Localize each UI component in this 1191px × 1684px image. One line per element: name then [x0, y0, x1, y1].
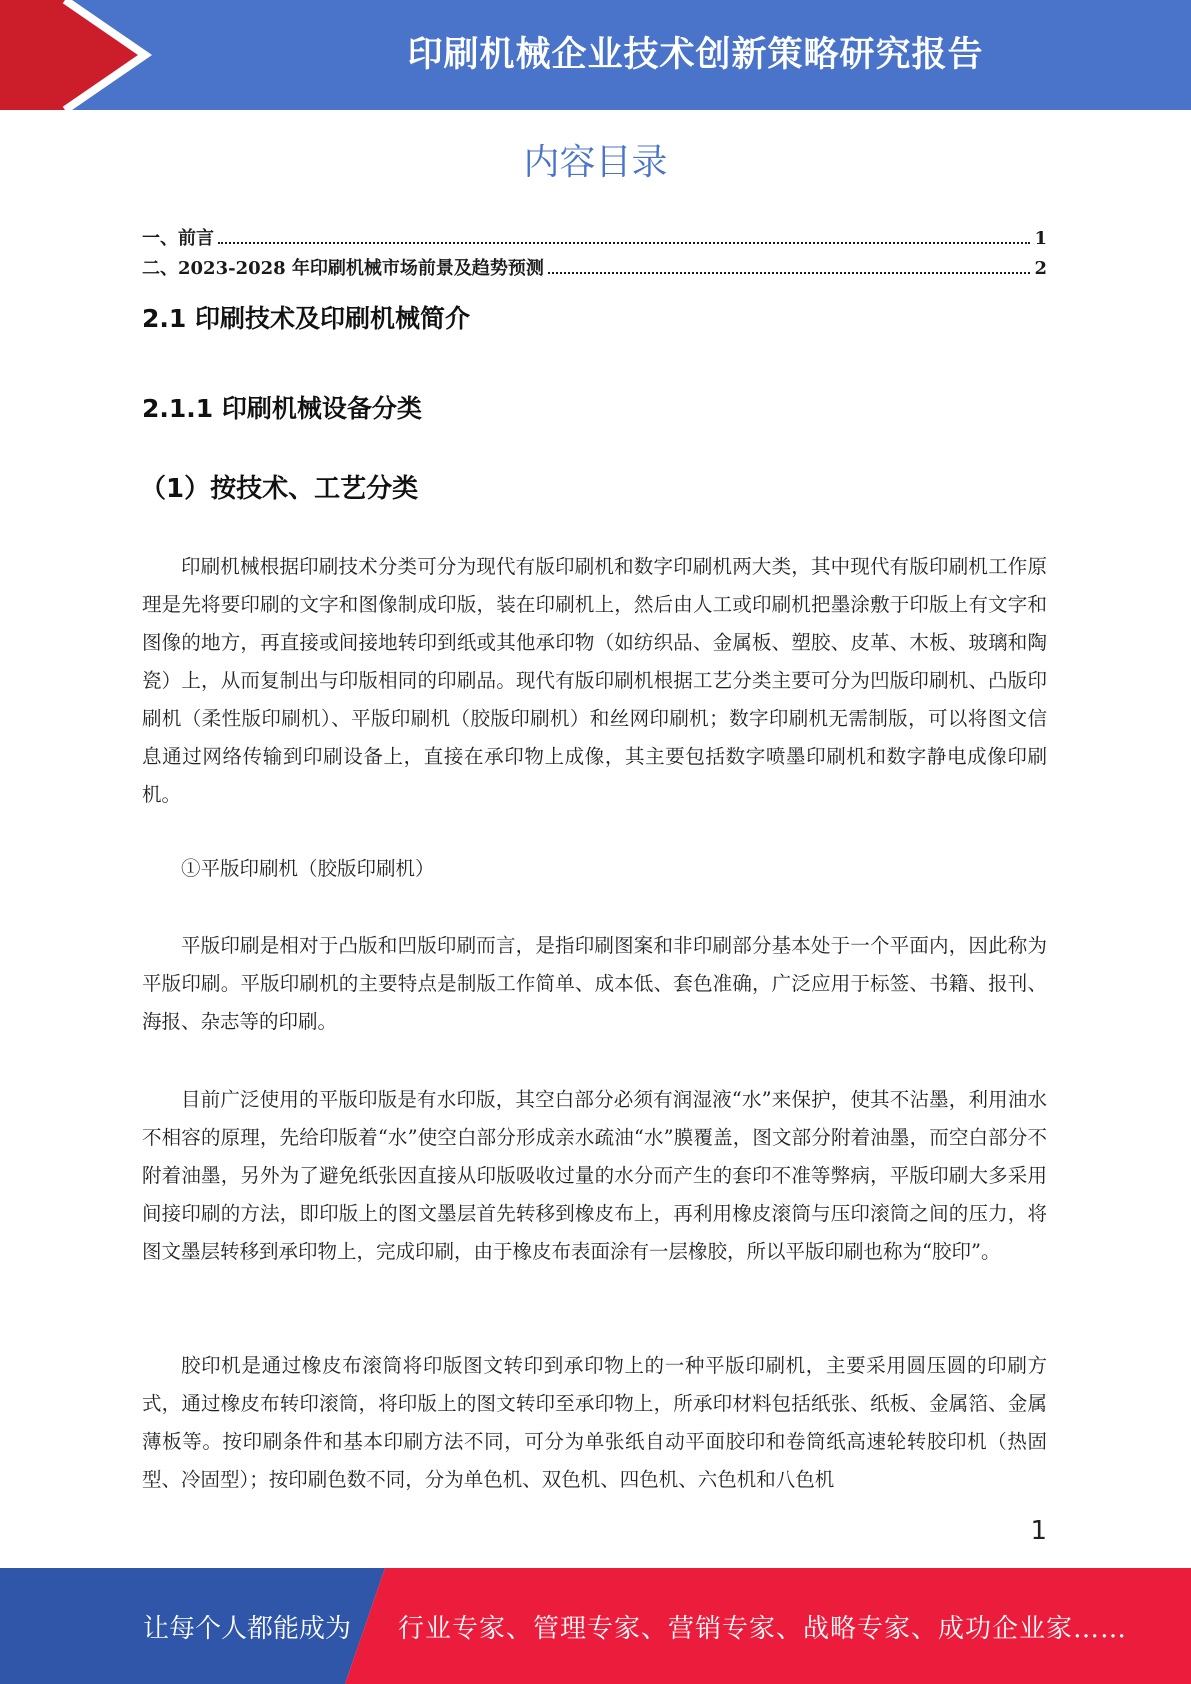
toc-entry-page: 1 — [1034, 228, 1047, 249]
toc-heading: 内容目录 — [523, 142, 668, 183]
toc-entry-market-outlook[interactable] — [142, 254, 1047, 284]
header-band — [0, 0, 1191, 110]
subheading-offset-press: ①平版印刷机（胶版印刷机） — [181, 857, 435, 880]
footer-slogan-right: 行业专家、管理专家、营销专家、战略专家、成功企业家…… — [398, 1613, 1128, 1644]
toc-dot-leader — [548, 272, 1031, 274]
footer-band — [0, 1568, 1191, 1684]
page-number: 1 — [1030, 1516, 1047, 1546]
body-paragraph: 胶印机是通过橡皮布滚筒将印版图文转印到承印物上的一种平版印刷机，主要采用圆压圆的印刷方式，通过橡皮布转印滚筒，将印版上的图文转印至承印物上，所承印材料包括纸张、纸板、金属箔、金属薄板等。按印刷条件和基本印刷方法不同，可分为单张纸自动平面胶印和卷筒纸高速轮转胶印机（热固型、冷固型）；按印刷色数不同，分为单色机、双色机、四色机、六色机和八色机 — [142, 1354, 1047, 1491]
toc-entry-preface[interactable] — [142, 224, 1047, 254]
table-of-contents — [142, 224, 1047, 284]
body-paragraph: 平版印刷是相对于凸版和凹版印刷而言，是指印刷图案和非印刷部分基本处于一个平面内，因此称为平版印刷。平版印刷机的主要特点是制版工作简单、成本低、套色准确，广泛应用于标签、书籍、报刊、海报、杂志等的印刷。 — [142, 934, 1047, 1033]
section-heading-2-1-1: 2.1.1 印刷机械设备分类 — [142, 394, 422, 423]
subsection-heading-1: （1）按技术、工艺分类 — [140, 474, 419, 504]
section-heading-2-1: 2.1 印刷技术及印刷机械简介 — [142, 304, 470, 333]
toc-entry-page: 2 — [1034, 258, 1047, 279]
body-paragraph: 目前广泛使用的平版印版是有水印版，其空白部分必须有润湿液“水”来保护，使其不沾墨，利用油水不相容的原理，先给印版着“水”使空白部分形成亲水疏油“水”膜覆盖，图文部分附着油墨，而空白部分不附着油墨，另外为了避免纸张因直接从印版吸收过量的水分而产生的套印不准等弊病，平版印刷大多采用间接印刷的方法，即印版上的图文墨层首先转移到橡皮布上，再利用橡皮滚筒与压印滚筒之间的压力，将图文墨层转移到承印物上，完成印刷，由于橡皮布表面涂有一层橡胶，所以平版印刷也称为“胶印”。 — [142, 1088, 1047, 1263]
toc-dot-leader — [218, 242, 1030, 244]
toc-entry-label: 二、2023-2028 年印刷机械市场前景及趋势预测 — [142, 258, 544, 279]
toc-entry-label: 一、前言 — [142, 228, 214, 249]
body-paragraph: 印刷机械根据印刷技术分类可分为现代有版印刷机和数字印刷机两大类，其中现代有版印刷机工作原理是先将要印刷的文字和图像制成印版，装在印刷机上，然后由人工或印刷机把墨涂敷于印版上有文字和图像的地方，再直接或间接地转印到纸或其他承印物（如纺织品、金属板、塑胶、皮革、木板、玻璃和陶瓷）上，从而复制出与印版相同的印刷品。现代有版印刷机根据工艺分类主要可分为凹版印刷机、凸版印刷机（柔性版印刷机）、平版印刷机（胶版印刷机）和丝网印刷机；数字印刷机无需制版，可以将图文信息通过网络传输到印刷设备上，直接在承印物上成像，其主要包括数字喷墨印刷机和数字静电成像印刷机。 — [142, 555, 1047, 806]
report-title: 印刷机械企业技术创新策略研究报告 — [407, 35, 984, 75]
footer-slogan-left: 让每个人都能成为 — [143, 1613, 352, 1644]
